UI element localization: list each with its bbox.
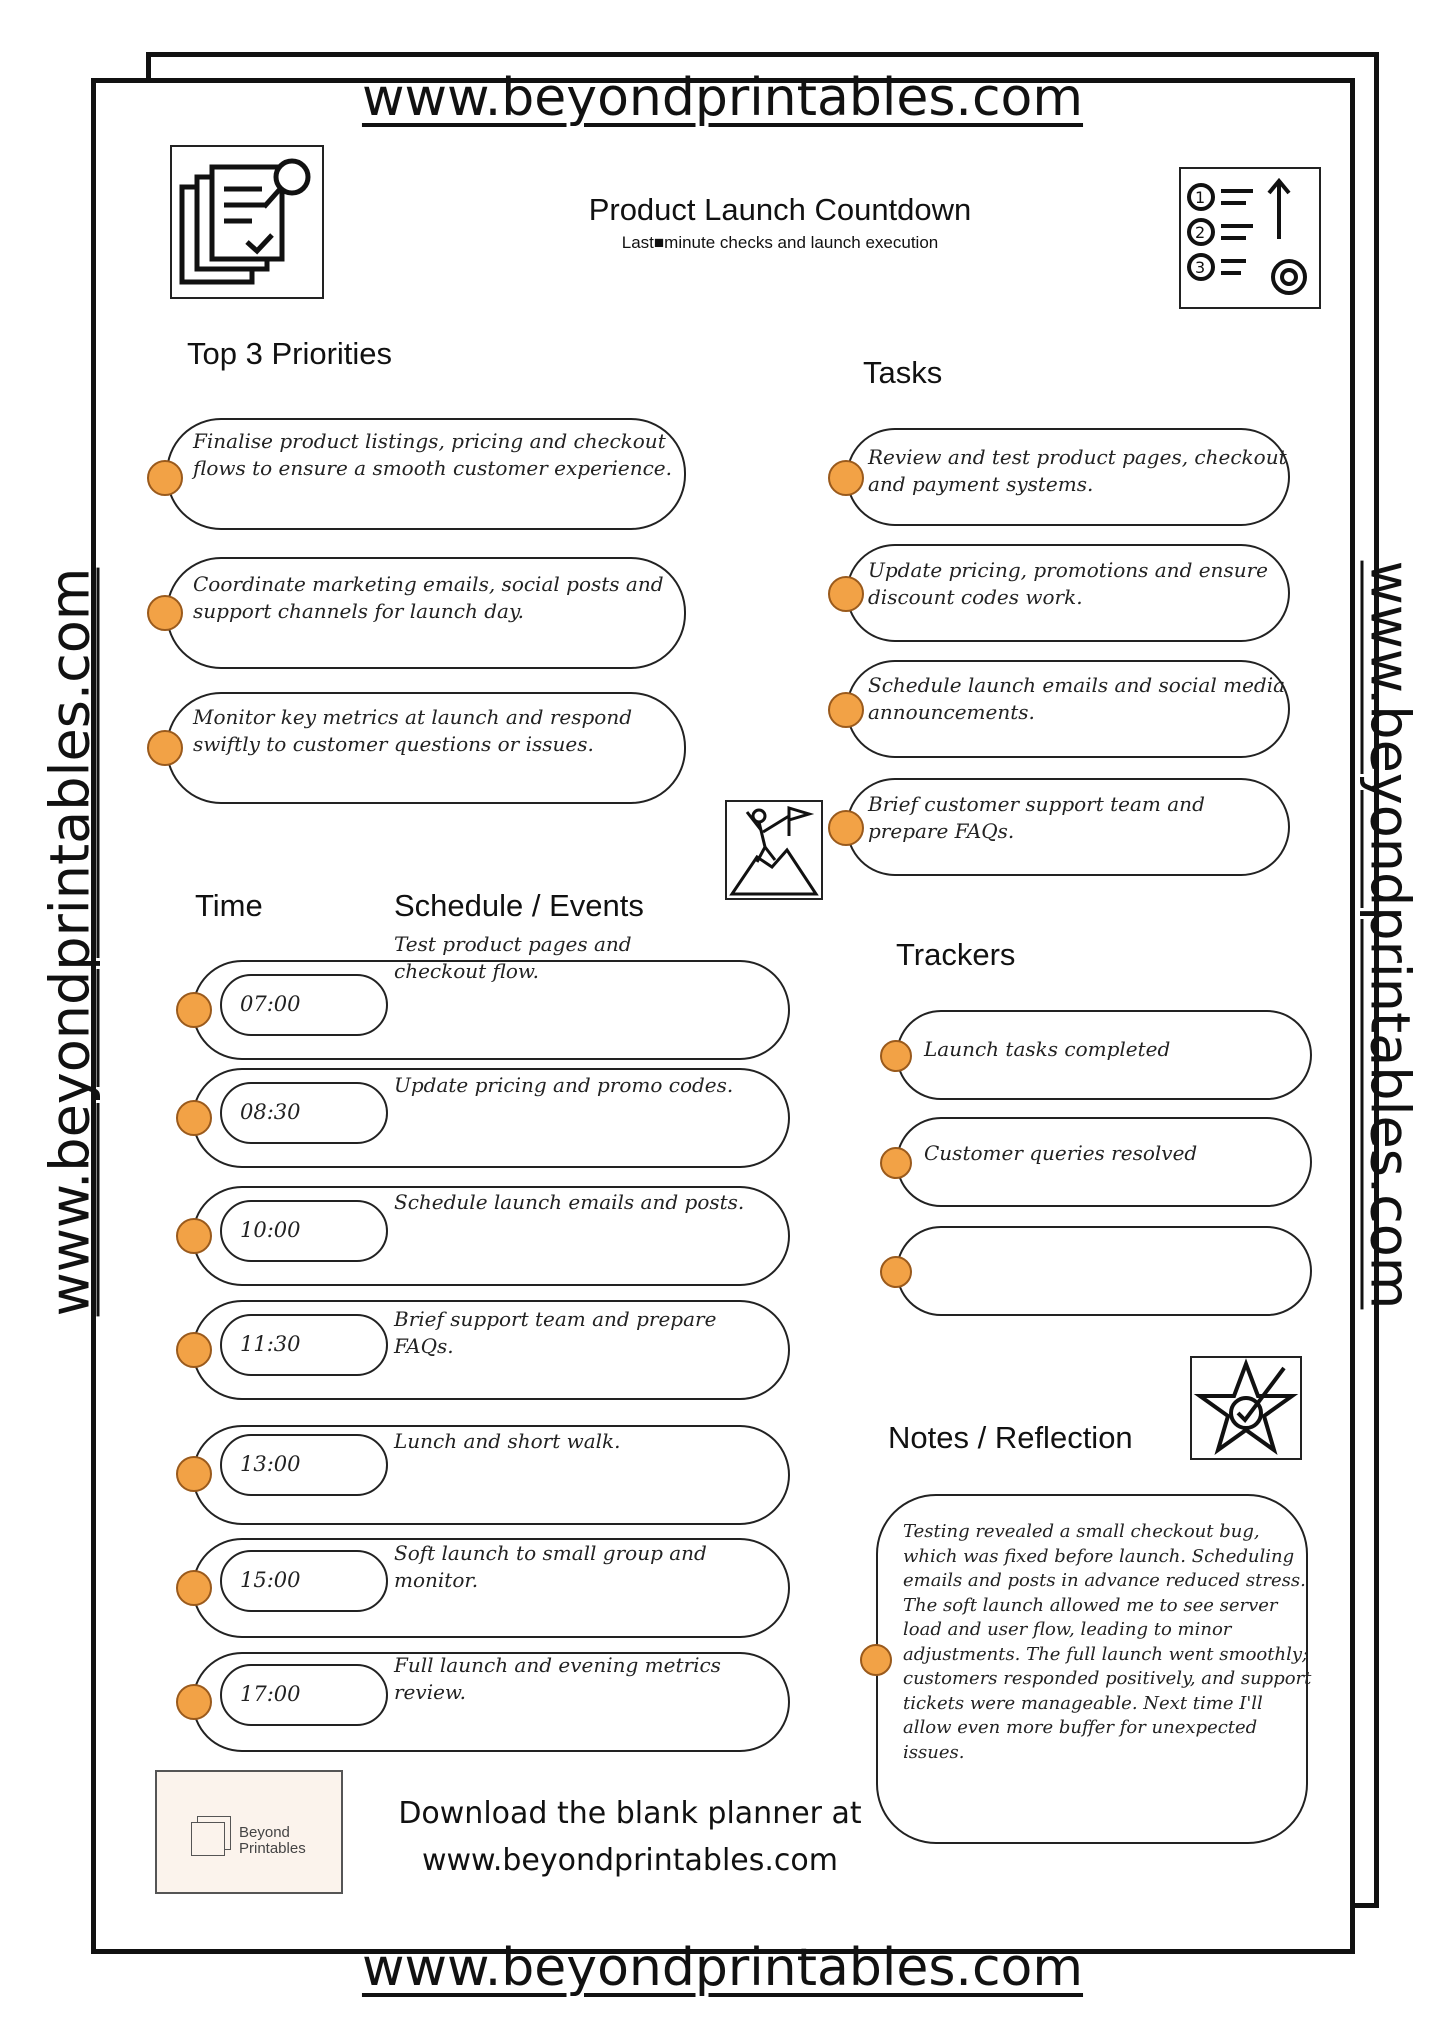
brand-logo[interactable] <box>155 1770 343 1894</box>
task-dot-1 <box>828 460 864 496</box>
event-text-6: Soft launch to small group and monitor. <box>394 1541 707 1592</box>
time-value-4: 11:30 <box>240 1332 301 1356</box>
tasks-title: Tasks <box>863 355 943 390</box>
tracker-text-2: Customer queries resolved <box>924 1141 1198 1165</box>
svg-text:1: 1 <box>1195 188 1206 207</box>
clipboard-pin-icon <box>170 145 324 299</box>
time-value-6: 15:00 <box>240 1568 301 1592</box>
time-slot-6 <box>220 1550 388 1612</box>
priority-text-1: Finalise product listings, pricing and checkout flows to ensure a smooth customer experience. <box>193 429 673 480</box>
tracker-dot-2 <box>880 1147 912 1179</box>
time-slot-7 <box>220 1664 388 1726</box>
priority-dot-2 <box>147 595 183 631</box>
watermark-bottom[interactable]: www.beyondprintables.com <box>361 1938 1084 1998</box>
priority-text-3: Monitor key metrics at launch and respond swiftly to customer questions or issues. <box>193 705 633 756</box>
task-text-4: Brief customer support team and prepare FAQs. <box>868 792 1205 843</box>
event-text-1: Test product pages and checkout flow. <box>394 932 632 983</box>
tracker-pill-3[interactable] <box>896 1226 1312 1316</box>
events-header: Schedule / Events <box>394 888 644 923</box>
watermark-right[interactable]: www.beyondprintables.com <box>1358 560 1422 1310</box>
time-slot-5 <box>220 1434 388 1496</box>
download-line-1: Download the blank planner at <box>398 1796 862 1831</box>
time-value-3: 10:00 <box>240 1218 301 1242</box>
schedule-dot-4 <box>176 1332 212 1368</box>
time-value-7: 17:00 <box>240 1682 301 1706</box>
star-check-icon <box>1190 1356 1302 1460</box>
logo-text-1: Beyond <box>239 1824 290 1841</box>
page-title: Product Launch Countdown <box>588 192 972 227</box>
notes-text: Testing revealed a small checkout bug, which was fixed before launch. Scheduling emails and posts in advance reduced stress. The soft launch allowed me to see server load and user flow, leading to minor adjustments. The full launch went smoothly; customers responded positively, and support tickets were manageable. Next time I'll allow even more buffer for unexpected issues. <box>903 1521 1312 1763</box>
event-text-5: Lunch and short walk. <box>394 1429 621 1453</box>
priority-dot-3 <box>147 730 183 766</box>
time-slot-1 <box>220 974 388 1036</box>
event-text-4: Brief support team and prepare FAQs. <box>394 1307 717 1358</box>
time-slot-2 <box>220 1082 388 1144</box>
task-text-3: Schedule launch emails and social media announcements. <box>868 673 1286 724</box>
time-slot-4 <box>220 1314 388 1376</box>
task-text-2: Update pricing, promotions and ensure discount codes work. <box>868 558 1268 609</box>
time-slot-3 <box>220 1200 388 1262</box>
watermark-top[interactable]: www.beyondprintables.com <box>361 68 1084 128</box>
watermark-left[interactable]: www.beyondprintables.com <box>38 567 102 1317</box>
svg-text:2: 2 <box>1195 223 1206 242</box>
logo-text-2: Printables <box>239 1840 306 1857</box>
download-line-2[interactable]: www.beyondprintables.com <box>421 1843 838 1878</box>
notes-dot <box>860 1644 892 1676</box>
schedule-dot-1 <box>176 992 212 1028</box>
priority-list-gear-icon <box>1179 167 1321 309</box>
schedule-dot-6 <box>176 1570 212 1606</box>
schedule-dot-7 <box>176 1684 212 1720</box>
event-text-2: Update pricing and promo codes. <box>394 1073 734 1097</box>
task-dot-4 <box>828 810 864 846</box>
task-dot-2 <box>828 576 864 612</box>
logo-mark-front <box>191 1822 225 1856</box>
time-value-1: 07:00 <box>240 992 301 1016</box>
priority-dot-1 <box>147 460 183 496</box>
summit-flag-icon <box>725 800 823 900</box>
tracker-dot-3 <box>880 1256 912 1288</box>
schedule-dot-5 <box>176 1456 212 1492</box>
time-header: Time <box>195 888 263 923</box>
trackers-title: Trackers <box>896 937 1016 972</box>
event-text-7: Full launch and evening metrics review. <box>394 1653 721 1704</box>
task-text-1: Review and test product pages, checkout and payment systems. <box>868 445 1287 496</box>
page-subtitle: Last■minute checks and launch execution <box>621 233 939 252</box>
priorities-title: Top 3 Priorities <box>187 336 393 371</box>
priority-text-2: Coordinate marketing emails, social posts and support channels for launch day. <box>193 572 664 623</box>
svg-text:3: 3 <box>1195 258 1206 277</box>
time-value-5: 13:00 <box>240 1452 301 1476</box>
tracker-text-1: Launch tasks completed <box>924 1037 1171 1061</box>
task-dot-3 <box>828 692 864 728</box>
schedule-dot-2 <box>176 1100 212 1136</box>
time-value-2: 08:30 <box>240 1100 301 1124</box>
event-text-3: Schedule launch emails and posts. <box>394 1190 745 1214</box>
notes-title: Notes / Reflection <box>888 1420 1133 1455</box>
tracker-dot-1 <box>880 1040 912 1072</box>
schedule-dot-3 <box>176 1218 212 1254</box>
